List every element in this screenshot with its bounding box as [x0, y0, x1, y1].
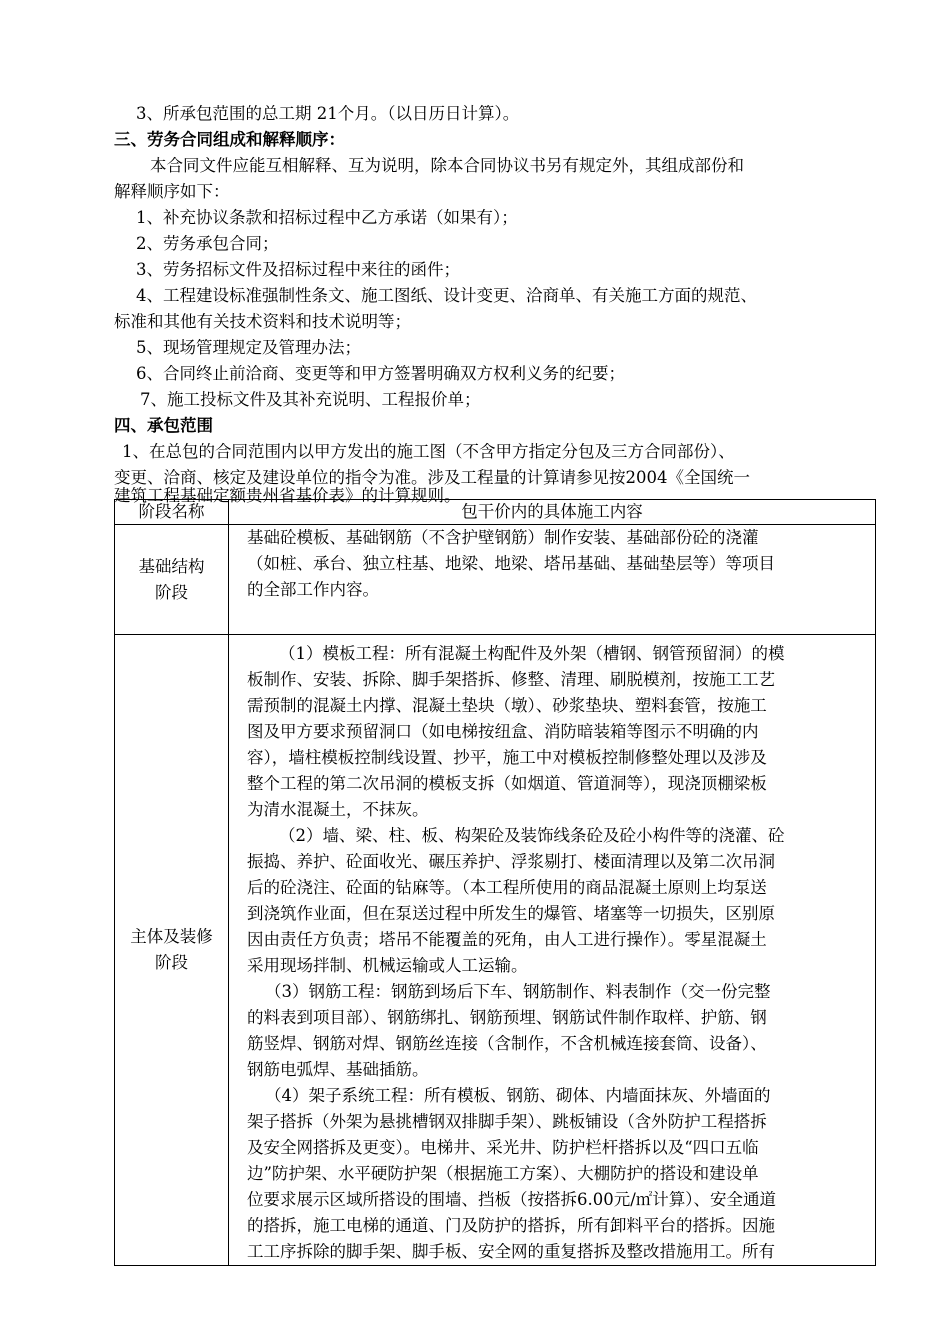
- list-item-4-cont: 标准和其他有关技术资料和技术说明等；: [114, 312, 411, 331]
- content-cell: [229, 635, 876, 1266]
- para-scope-cont-2: 建筑工程基础定额贵州省基价表》的计算规则。: [114, 486, 461, 505]
- content-line: 的料表到项目部）、钢筋绑扎、钢筋预埋、钢筋试件制作取样、护筋、钢: [247, 1008, 767, 1027]
- content-line: 板制作、安装、拆除、脚手架搭拆、修整、清理、刷脱模剂，按施工工艺: [247, 670, 775, 689]
- content-line: 的搭拆，施工电梯的通道、门及防护的搭拆，所有卸料平台的搭拆。因施: [247, 1216, 775, 1235]
- content-line: 筋竖焊、钢筋对焊、钢筋丝连接（含制作，不含机械连接套筒、设备）、: [247, 1034, 767, 1053]
- header-content: 包干价内的具体施工内容: [229, 500, 876, 525]
- content-line: 因由责任方负责；塔吊不能覆盖的死角，由人工进行操作）。零星混凝土: [247, 930, 767, 949]
- content-cell: [229, 525, 876, 635]
- content-line: （4）架子系统工程：所有模板、钢筋、砌体、内墙面抹灰、外墙面的: [265, 1086, 771, 1105]
- list-item-2: 2、劳务承包合同；: [136, 234, 279, 253]
- content-line: 及安全网搭拆及更变）。电梯井、采光井、防护栏杆搭拆以及“四口五临: [247, 1138, 759, 1157]
- content-line: 振捣、养护、砼面收光、碾压养护、浮浆剔打、楼面清理以及第二次吊洞: [247, 852, 775, 871]
- list-item-7: 7、施工投标文件及其补充说明、工程报价单；: [140, 390, 481, 409]
- content-line: 采用现场拌制、机械运输或人工运输。: [247, 956, 528, 975]
- table-row: [115, 525, 876, 635]
- content-line: 边”防护架、水平硬防护架（根据施工方案）、大棚防护的搭设和建设单: [247, 1164, 759, 1183]
- content-line: 图及甲方要求预留洞口（如电梯按纽盒、消防暗装箱等图示不明确的内: [247, 722, 759, 741]
- list-item-3: 3、劳务招标文件及招标过程中来往的函件；: [136, 260, 460, 279]
- stage-name: 阶段: [155, 582, 188, 602]
- heading-contract-composition: 三、劳务合同组成和解释顺序：: [114, 130, 345, 149]
- content-line: 到浇筑作业面，但在泵送过程中所发生的爆管、堵塞等一切损失，区别原: [247, 904, 775, 923]
- table-header-row: [115, 500, 876, 525]
- content-line: 钢筋电弧焊、基础插筋。: [247, 1060, 429, 1079]
- content-line: 基础砼模板、基础钢筋（不含护壁钢筋）制作安装、基础部份砼的浇灌: [247, 528, 759, 547]
- list-item-4: 4、工程建设标准强制性条文、施工图纸、设计变更、洽商单、有关施工方面的规范、: [136, 286, 757, 305]
- content-line: 后的砼浇注、砼面的钻麻等。（本工程所使用的商品混凝土原则上均泵送: [247, 878, 767, 897]
- content-line: 为清水混凝土，不抹灰。: [247, 800, 429, 819]
- header-stage: 阶段名称: [115, 500, 229, 525]
- stage-name: 主体及装修: [130, 927, 213, 946]
- content-line: 容），墙柱模板控制线设置、抄平，施工中对模板控制修整处理以及涉及: [247, 748, 767, 767]
- content-line: （1）模板工程：所有混凝土构配件及外架（槽钢、钢管预留洞）的模: [279, 644, 785, 663]
- content-line: 工工序拆除的脚手架、脚手板、安全网的重复搭拆及整改措施用工。所有: [247, 1242, 775, 1261]
- para-interpretation-cont: 解释顺序如下：: [114, 182, 230, 201]
- stage-cell: [115, 635, 229, 1266]
- para-interpretation: 本合同文件应能互相解释、互为说明，除本合同协议书另有规定外，其组成部份和: [150, 156, 744, 175]
- para-scope: 1、在总包的合同范围内以甲方发出的施工图（不含甲方指定分包及三方合同部份）、: [122, 442, 735, 461]
- content-line: （如桩、承台、独立柱基、地梁、地梁、塔吊基础、基础垫层等）等项目: [247, 554, 775, 573]
- content-line: 整个工程的第二次吊洞的模板支拆（如烟道、管道洞等），现浇顶棚梁板: [247, 774, 767, 793]
- content-line: （2）墙、梁、柱、板、构架砼及装饰线条砼及砼小构件等的浇灌、砼: [279, 826, 785, 845]
- list-item-1: 1、补充协议条款和招标过程中乙方承诺（如果有）；: [136, 208, 518, 227]
- stage-cell: [115, 525, 229, 635]
- content-line: 的全部工作内容。: [247, 580, 379, 599]
- list-item-5: 5、现场管理规定及管理办法；: [136, 338, 361, 357]
- content-line: 位要求展示区域所搭设的围墙、挡板（按搭拆6.00元/㎡计算）、安全通道: [247, 1190, 777, 1209]
- para-duration: 3、所承包范围的总工期 21个月。（以日历日计算）。: [136, 104, 520, 123]
- heading-scope: 四、承包范围: [114, 416, 213, 435]
- table-row: [115, 635, 876, 1266]
- content-line: 需预制的混凝土内撑、混凝土垫块（墩）、砂浆垫块、塑料套管，按施工: [247, 696, 767, 715]
- content-line: 架子搭拆（外架为悬挑槽钢双排脚手架）、跳板铺设（含外防护工程搭拆: [247, 1112, 767, 1131]
- content-line: （3）钢筋工程：钢筋到场后下车、钢筋制作、料表制作（交一份完整: [265, 982, 771, 1001]
- stage-name: 基础结构: [138, 556, 205, 576]
- stage-name: 阶段: [155, 953, 188, 972]
- scope-table: [114, 499, 876, 1266]
- para-scope-cont-1: 变更、洽商、核定及建设单位的指令为准。涉及工程量的计算请参见按2004《全国统一: [114, 468, 750, 487]
- list-item-6: 6、合同终止前洽商、变更等和甲方签署明确双方权利义务的纪要；: [136, 364, 625, 383]
